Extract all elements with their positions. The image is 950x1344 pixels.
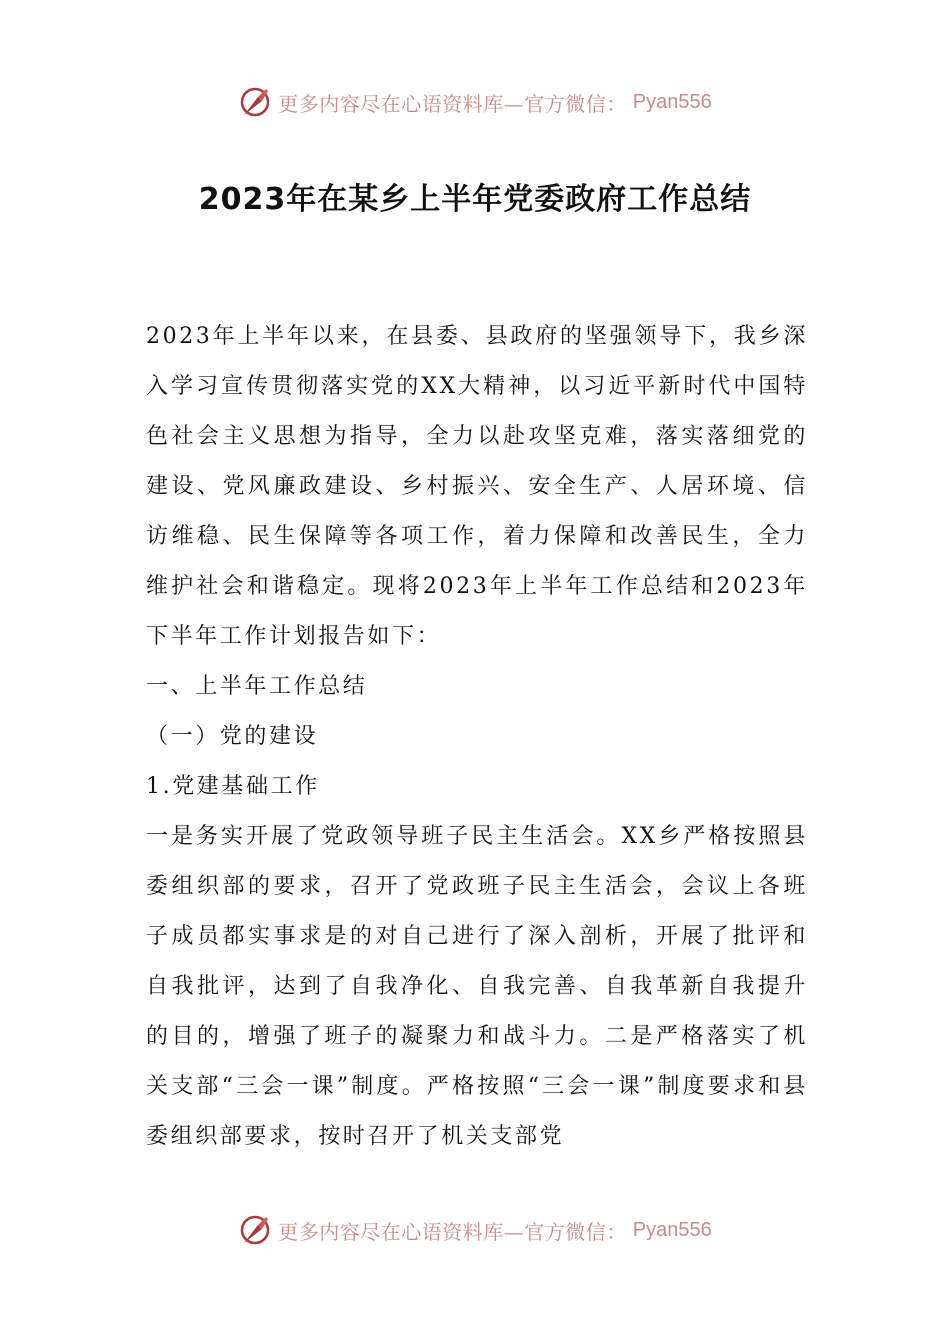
item-heading: 1.党建基础工作 bbox=[146, 774, 320, 799]
header-banner-text: 更多内容尽在心语资料库—官方微信： bbox=[278, 91, 627, 116]
document-body bbox=[146, 312, 808, 1162]
header-wechat-id: Pyan556 bbox=[632, 90, 712, 113]
footer-banner-text: 更多内容尽在心语资料库—官方微信： bbox=[278, 1219, 627, 1244]
section-heading: 一、上半年工作总结 bbox=[146, 674, 368, 699]
intro-paragraph: 2023年上半年以来，在县委、县政府的坚强领导下，我乡深入学习宣传贯彻落实党的XX大精神，以习近平新时代中国特色社会主义思想为指导，全力以赴攻坚克难，落实落细党的建设、党风廉政建设、乡村振兴、安全生产、人居环境、信访维稳、民生保障等各项工作，着力保障和改善民生，全力维护社会和谐稳定。现将2023年上半年工作总结和2023年下半年工作计划报告如下： bbox=[146, 324, 808, 649]
pen-nib-icon bbox=[238, 1213, 272, 1247]
subsection-heading: （一）党的建设 bbox=[146, 724, 319, 749]
document-title: 2023年在某乡上半年党委政府工作总结 bbox=[198, 182, 752, 217]
footer-banner bbox=[0, 1210, 950, 1250]
body-paragraph: 一是务实开展了党政领导班子民主生活会。XX乡严格按照县委组织部的要求，召开了党政班子民主生活会，会议上各班子成员都实事求是的对自己进行了深入剖析，开展了批评和自我批评，达到了自我净化、自我完善、自我革新自我提升的目的，增强了班子的凝聚力和战斗力。二是严格落实了机关支部“三会一课”制度。严格按照“三会一课”制度要求和县委组织部要求，按时召开了机关支部党 bbox=[146, 824, 808, 1149]
pen-nib-icon bbox=[238, 85, 272, 119]
header-banner bbox=[0, 82, 950, 122]
footer-wechat-id: Pyan556 bbox=[632, 1218, 712, 1241]
